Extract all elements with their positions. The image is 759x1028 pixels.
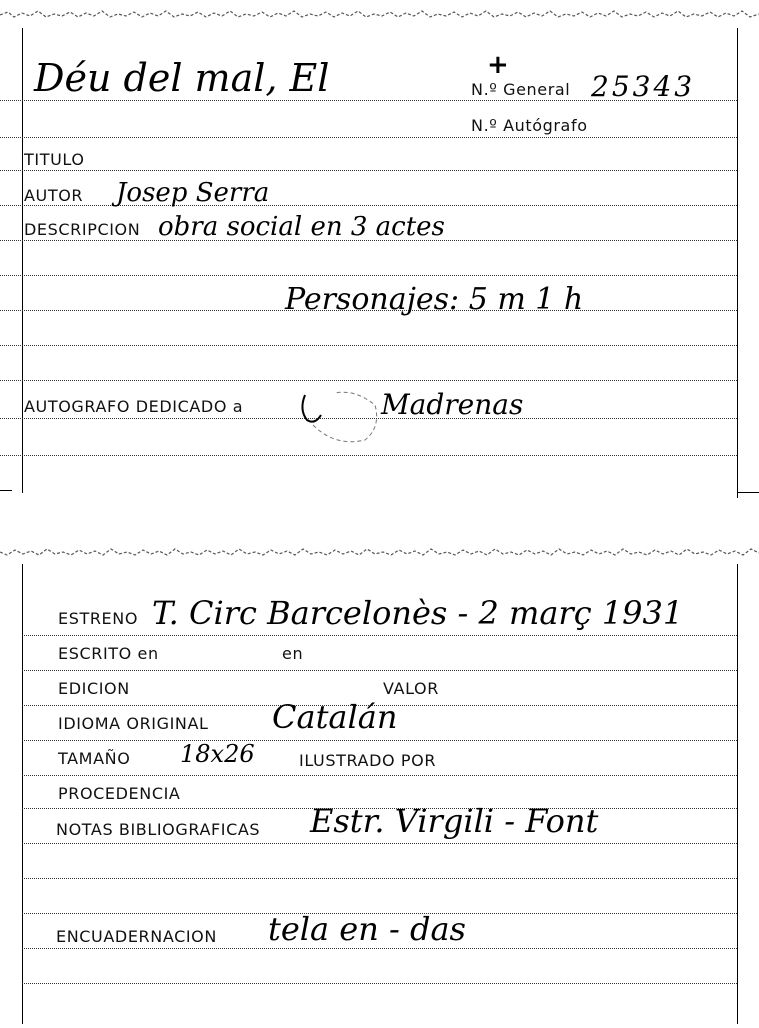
estreno-label: ESTRENO: [58, 609, 139, 628]
encuadernacion-label: ENCUADERNACION: [56, 927, 217, 946]
personajes-value: Personajes: 5 m 1 h: [285, 282, 584, 317]
card-right-border: [737, 564, 738, 1024]
rule-line: [22, 670, 737, 671]
scan-noise-top: [0, 8, 759, 22]
notas-label: NOTAS BIBLIOGRAFICAS: [56, 820, 261, 839]
ilustrado-label: ILUSTRADO POR: [299, 751, 437, 770]
procedencia-label: PROCEDENCIA: [58, 784, 181, 803]
estreno-value: T. Circ Barcelonès - 2 març 1931: [152, 594, 684, 632]
escrito-en-label: en: [282, 644, 304, 663]
autor-value: Josep Serra: [116, 178, 270, 208]
rule-line: [0, 380, 737, 381]
rule-line: [22, 983, 737, 984]
rule-line: [22, 775, 737, 776]
rule-line: [0, 455, 737, 456]
rule-line: [22, 878, 737, 879]
general-number-value: 25343: [591, 70, 696, 103]
scan-noise-bottom: [0, 546, 759, 560]
rule-line: [0, 275, 737, 276]
card-left-border: [22, 28, 23, 493]
descripcion-label: DESCRIPCION: [24, 220, 141, 239]
catalog-card-top: [0, 0, 759, 500]
cut-mark: [737, 492, 759, 493]
rule-line: [0, 170, 737, 171]
card-right-border: [737, 28, 738, 498]
idioma-value: Catalán: [272, 698, 398, 736]
rule-line: [0, 137, 737, 138]
general-number-label: N.º General: [471, 80, 571, 99]
notas-value: Estr. Virgili - Font: [310, 802, 599, 840]
rule-line: [0, 205, 737, 206]
tamano-label: TAMAÑO: [58, 749, 131, 768]
autor-label: AUTOR: [24, 186, 84, 205]
rule-line: [22, 948, 737, 949]
tamano-value: 18x26: [180, 740, 255, 768]
autografo-dedicado-label: AUTOGRAFO DEDICADO a: [24, 397, 244, 416]
autograph-number-label: N.º Autógrafo: [471, 116, 588, 135]
rule-line: [22, 635, 737, 636]
rule-line: [22, 740, 737, 741]
autografo-dedicado-value: Madrenas: [381, 388, 524, 421]
ink-smudge: [295, 385, 385, 455]
idioma-label: IDIOMA ORIGINAL: [58, 714, 209, 733]
titulo-label: TITULO: [24, 150, 85, 169]
catalog-card-bottom: [0, 540, 759, 1028]
rule-line: [0, 345, 737, 346]
title-handwritten: Déu del mal, El: [34, 56, 330, 100]
encuadernacion-value: tela en - das: [268, 910, 466, 948]
card-left-border: [22, 564, 23, 1024]
cross-mark: +: [487, 50, 509, 80]
cut-mark: [0, 490, 12, 491]
valor-label: VALOR: [383, 679, 439, 698]
descripcion-value: obra social en 3 actes: [158, 212, 445, 242]
escrito-label: ESCRITO en: [58, 644, 159, 663]
edicion-label: EDICION: [58, 679, 130, 698]
rule-line: [22, 843, 737, 844]
